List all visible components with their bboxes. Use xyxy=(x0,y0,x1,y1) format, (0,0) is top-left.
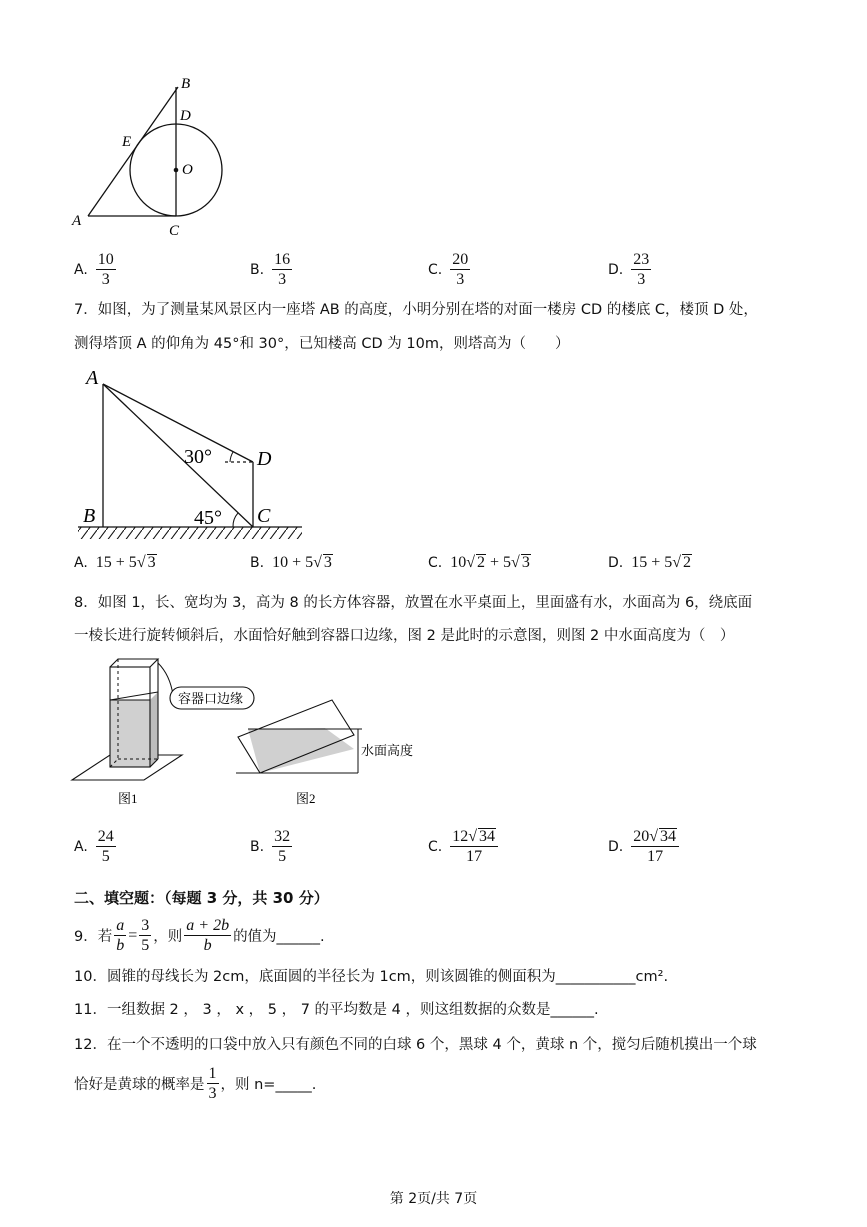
q6-label-d: D xyxy=(180,108,191,124)
expression: 15 + 5√ 2 xyxy=(631,554,692,571)
option-label: A. xyxy=(74,261,88,278)
option-label: C. xyxy=(428,555,443,571)
fraction: $\frac{16}{3}$ xyxy=(274,251,291,288)
q8-callout-leader xyxy=(158,663,173,695)
q9-fraction-expr: $\frac{a + 2b}{b}$ xyxy=(186,917,230,954)
fraction: $\frac{23}{3}$ xyxy=(633,251,650,288)
option-label: B. xyxy=(250,261,265,278)
q6-option-a xyxy=(74,250,116,289)
q6-center-dot xyxy=(174,168,179,173)
q7-stem-line2: 测得塔顶 A 的仰角为 45°和 30°，已知楼高 CD 为 10m，则塔高为（ ） xyxy=(74,336,570,352)
q12-line2 xyxy=(74,1064,316,1103)
q6-option-d xyxy=(608,250,651,289)
q7-angle-30: 30° xyxy=(184,446,212,468)
q7-tower-figure xyxy=(70,362,320,547)
expression: 10√ 2 + 5√ 3 xyxy=(450,554,530,571)
q7-option-c xyxy=(428,554,531,572)
q8-water-side xyxy=(150,692,158,767)
option-label: C. xyxy=(428,261,443,278)
q8-fig1-caption: 图1 xyxy=(118,791,138,806)
q9-question xyxy=(74,916,325,955)
q8-option-c xyxy=(428,827,498,866)
q12-line2-suffix: ，则 n=_____. xyxy=(220,1077,317,1093)
q6-segment-ab xyxy=(88,87,178,216)
q7-line-ad xyxy=(103,384,253,462)
q8-option-a xyxy=(74,827,116,866)
expression: 15 + 5√ 3 xyxy=(95,554,156,571)
q7-option-b xyxy=(250,554,333,572)
q10-question: 10．圆锥的母线长为 2cm，底面圆的半径长为 1cm，则该圆锥的侧面积为___________cm². xyxy=(74,969,669,985)
q7-label-c: C xyxy=(257,505,271,527)
q9-fraction-ab: $\frac{a}{b}$ xyxy=(116,917,125,954)
option-label: B. xyxy=(250,555,265,571)
option-label: D. xyxy=(608,555,624,571)
q7-line-ac xyxy=(103,384,253,527)
option-label: D. xyxy=(608,261,624,278)
q7-ground-hatch xyxy=(78,527,302,539)
q7-angle-arc-bottom xyxy=(233,513,238,527)
q7-stem-line1: 7．如图，为了测量某风景区内一座塔 AB 的高度，小明分别在塔的对面一楼房 CD 的楼底 C，楼顶 D 处， xyxy=(74,302,758,318)
q9-suffix: 的值为______. xyxy=(233,929,325,945)
option-label: A. xyxy=(74,555,88,571)
q12-fraction: $\frac{1}{3}$ xyxy=(208,1065,217,1102)
q8-water-fill xyxy=(110,700,150,767)
fraction: $\frac{20}{3}$ xyxy=(452,251,469,288)
fraction: $\frac{20√ 34}{17}$ xyxy=(631,827,679,866)
q7-option-d xyxy=(608,554,692,572)
fraction: $\frac{10}{3}$ xyxy=(97,251,114,288)
q7-angle-arc-top xyxy=(230,452,233,462)
q12-line2-prefix: 恰好是黄球的概率是 xyxy=(74,1077,205,1093)
q11-question: 11．一组数据 2 ， 3 ， x ， 5 ， 7 的平均数是 4 ，则这组数据的众数是______. xyxy=(74,1002,599,1018)
q9-prefix: 9．若 xyxy=(74,929,113,945)
q7-label-a: A xyxy=(86,367,99,389)
q7-option-a xyxy=(74,554,157,572)
q6-label-b: B xyxy=(181,76,191,92)
q6-option-c xyxy=(428,250,470,289)
page-footer: 第 2页/共 7页 xyxy=(389,1191,478,1207)
q8-option-b xyxy=(250,827,292,866)
q8-stem-line1: 8．如图 1，长、宽均为 3，高为 8 的长方体容器，放置在水平桌面上，里面盛有水，水面高为 6，绕底面 xyxy=(74,595,753,611)
section-title-fill-in: 二、填空题：（每题 3 分，共 30 分） xyxy=(74,889,329,907)
fraction: $\frac{12√ 34}{17}$ xyxy=(450,827,498,866)
q8-water-surface xyxy=(110,692,158,700)
option-label: C. xyxy=(428,838,443,855)
fraction: $\frac{32}{5}$ xyxy=(274,828,291,865)
q9-mid: ，则 xyxy=(153,929,183,945)
q6-label-a: A xyxy=(72,213,82,229)
q6-option-b xyxy=(250,250,292,289)
option-label: A. xyxy=(74,838,88,855)
q6-label-o: O xyxy=(182,162,193,178)
q8-fig2-water xyxy=(248,728,354,773)
option-label: B. xyxy=(250,838,265,855)
expression: 10 + 5√ 3 xyxy=(272,554,332,571)
q6-circle-figure xyxy=(60,70,230,240)
q8-option-d xyxy=(608,827,679,866)
q8-stem-line2: 一棱长进行旋转倾斜后，水面恰好触到容器口边缘，图 2 是此时的示意图，则图 2 中水面高度为（ ） xyxy=(74,628,735,644)
q8-container-figures xyxy=(70,655,430,815)
q12-line1: 12．在一个不透明的口袋中放入只有颜色不同的白球 6 个，黑球 4 个，黄球 n 个，搅匀后随机摸出一个球 xyxy=(74,1037,757,1053)
q7-label-b: B xyxy=(83,505,96,527)
q6-label-c: C xyxy=(169,223,180,239)
q6-label-e: E xyxy=(122,134,132,150)
option-label: D. xyxy=(608,838,624,855)
q8-fig2-caption: 图2 xyxy=(296,791,316,806)
fraction: $\frac{24}{5}$ xyxy=(97,828,114,865)
q8-box-top xyxy=(110,659,158,667)
q9-fraction-35: $\frac{3}{5}$ xyxy=(141,917,150,954)
q8-water-height-label: 水面高度 xyxy=(361,744,414,759)
q7-label-d: D xyxy=(257,448,272,470)
q9-equals: = xyxy=(128,926,138,944)
q8-callout-text: 容器口边缘 xyxy=(178,692,244,707)
q7-angle-45: 45° xyxy=(194,507,222,529)
